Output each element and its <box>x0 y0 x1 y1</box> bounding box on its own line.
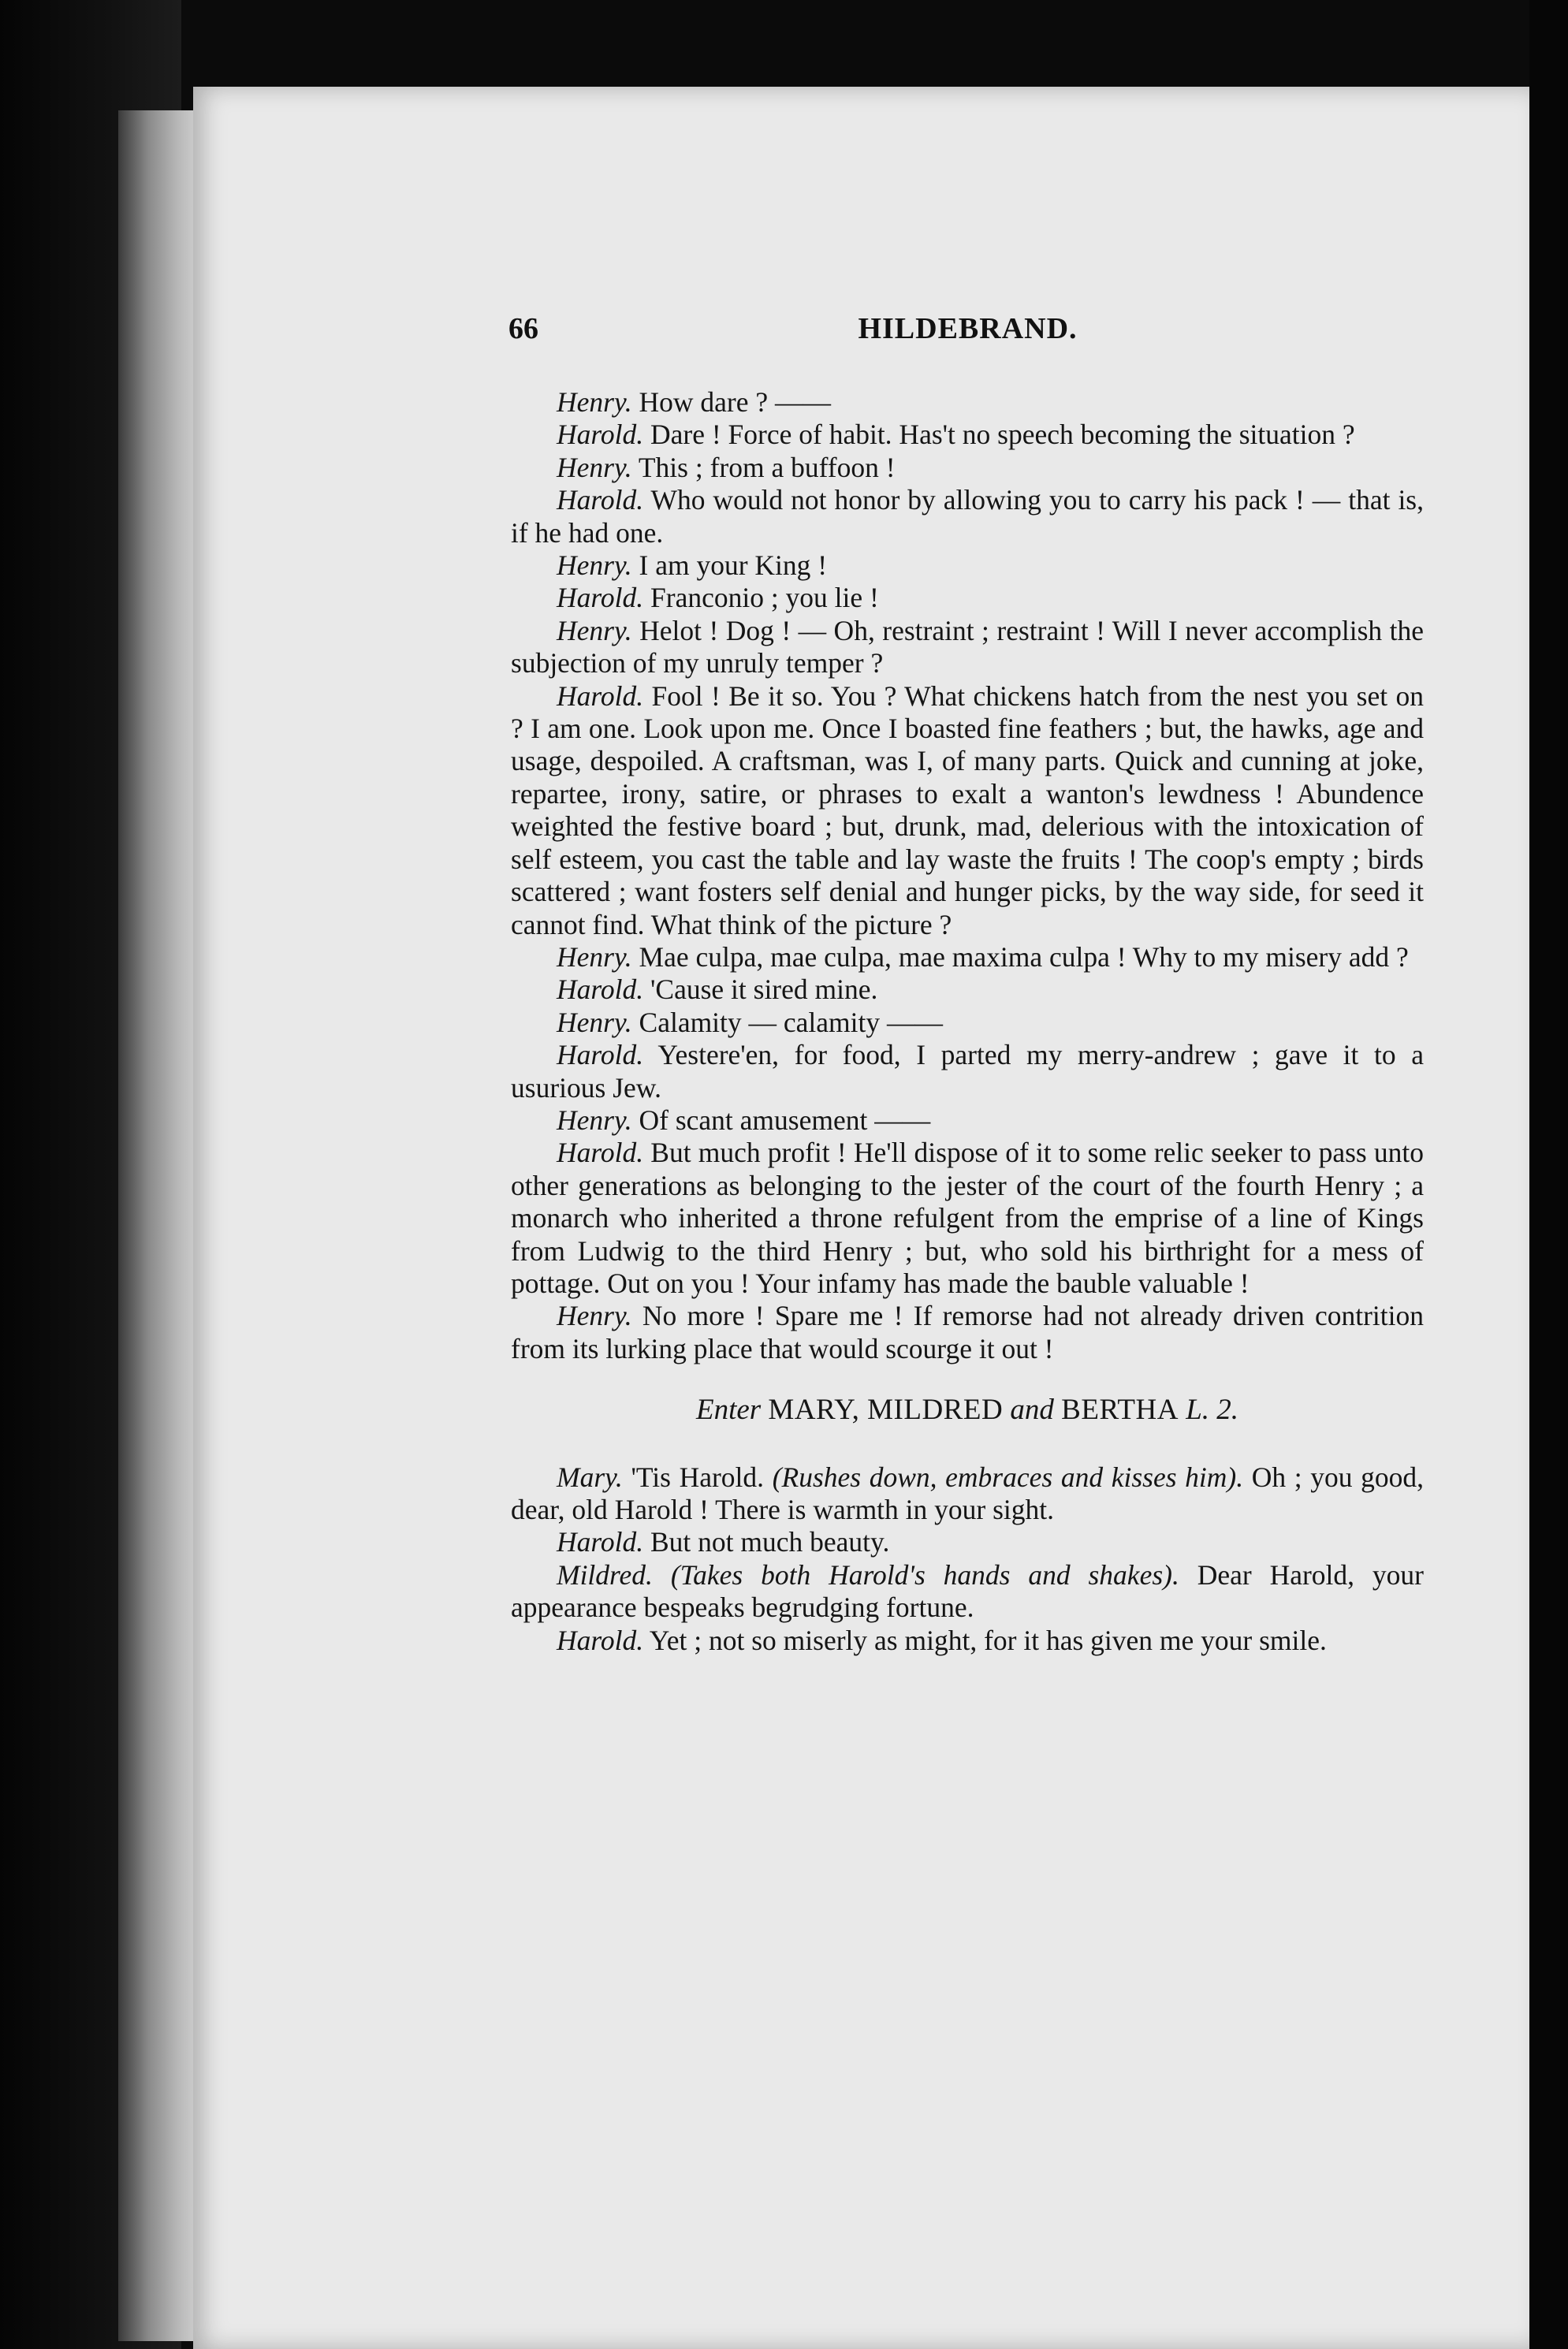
speech-text: But much profit ! He'll dispose of it to some relic seeker to pass unto other generations as belonging to the jester of the court of the fourth Henry ; a monarch who inherited a throne refulgent from the emprise of a line of Kings from Ludwig to the third Henry ; but, who sold his birthright for a mess of pottage. Out on you ! Your infamy has made the bauble valuable ! <box>511 1137 1424 1299</box>
speech-text: Franconio ; you lie ! <box>650 582 879 614</box>
entrance-position: L. 2. <box>1186 1394 1239 1427</box>
speaker-name: Harold. <box>557 484 644 516</box>
speech-text: Yet ; not so miserly as might, for it has given me your smile. <box>649 1624 1327 1656</box>
speech <box>511 941 1424 973</box>
speech <box>511 1104 1424 1137</box>
stage-direction-entrance <box>511 1394 1424 1426</box>
page-number: 66 <box>508 312 538 345</box>
speaker-name: Henry. <box>557 386 632 418</box>
speech <box>511 419 1424 451</box>
speaker-name: Harold. <box>557 582 644 614</box>
speech-text: Mae culpa, mae culpa, mae maxima culpa ! Why to my misery add ? <box>639 940 1409 973</box>
speech-text: But not much beauty. <box>650 1526 890 1558</box>
speaker-name: Harold. <box>557 973 644 1006</box>
speech <box>511 1039 1424 1104</box>
running-head <box>508 311 1427 351</box>
book-spine <box>118 110 205 2341</box>
speech <box>511 386 1424 419</box>
speech-text: Dear Harold, your appearance bespeaks begrudging fortune. <box>511 1558 1425 1624</box>
speaker-name: Henry. <box>557 614 632 646</box>
speaker-name: Harold. <box>557 1526 644 1558</box>
speech-text: Who would not honor by allowing you to carry his pack ! — that is, if he had one. <box>511 484 1424 549</box>
speaker-name: Harold. <box>557 679 644 712</box>
speech <box>511 1526 1424 1558</box>
speech <box>511 1137 1424 1300</box>
speaker-name: Henry. <box>557 549 632 582</box>
speech <box>511 1007 1424 1039</box>
speech <box>511 973 1424 1006</box>
speaker-name: Harold. <box>557 1624 644 1656</box>
speech-text: Yestere'en, for food, I parted my merry-andrew ; gave it to a usurious Jew. <box>511 1039 1424 1104</box>
speech-text: This ; from a buffoon ! <box>638 451 896 483</box>
speech-text: 'Cause it sired mine. <box>650 973 878 1006</box>
speech-text: 'Tis Harold. <box>631 1461 765 1493</box>
speaker-name: Henry. <box>557 1104 632 1136</box>
speaker-name: Harold. <box>557 419 644 451</box>
speech <box>511 452 1424 484</box>
speaker-name: Henry. <box>557 1006 632 1038</box>
speech <box>511 549 1424 582</box>
speech <box>511 1625 1424 1657</box>
speech <box>511 1559 1424 1625</box>
speech <box>511 1461 1424 1527</box>
speech-text: Calamity — calamity —— <box>639 1006 944 1038</box>
speech-text: Dare ! Force of habit. Has't no speech becoming the situation ? <box>650 419 1355 451</box>
speaker-name: Harold. <box>557 1137 644 1169</box>
speaker-name: Henry. <box>557 1300 632 1332</box>
speech-text: Helot ! Dog ! — Oh, restraint ; restraint ! Will I never accomplish the subjection of my unruly temper ? <box>511 614 1425 679</box>
speech-text: How dare ? —— <box>639 386 832 418</box>
speech-text: Of scant amusement —— <box>639 1104 931 1136</box>
entrance-names: MARY, MILDRED <box>768 1394 1004 1427</box>
speech <box>511 1300 1424 1365</box>
speech-text: Oh ; you good, dear, old Harold ! There is warmth in your sight. <box>511 1461 1425 1525</box>
stage-direction: (Rushes down, embraces and kisses him). <box>772 1461 1244 1493</box>
entrance-enter: Enter <box>695 1394 762 1427</box>
speaker-name: Harold. <box>557 1039 644 1071</box>
speaker-name: Henry. <box>557 940 632 973</box>
speech <box>511 615 1424 680</box>
speech <box>511 582 1424 614</box>
speaker-name: Henry. <box>557 451 632 483</box>
speaker-name: Mildred. <box>557 1558 653 1591</box>
speech-text: Fool ! Be it so. You ? What chickens hatch from the nest you set on ? I am one. Look upon me. Once I boasted fine feathers ; but, the hawks, age and usage, despoiled. A craftsman, was I, of many parts. Quick and cunning at joke, repartee, irony, satire, or phrases to exalt a wanton's lewdness ! Abundence weighted the festive board ; but, drunk, mad, delerious with the intoxication of self esteem, you cast the table and lay waste the fruits ! The coop's empty ; birds scattered ; want fosters self denial and hunger picks, by the way side, for seed it cannot find. What think of the picture ? <box>511 679 1425 940</box>
speaker-name: Mary. <box>557 1461 623 1493</box>
play-text <box>511 386 1424 1657</box>
speech <box>511 680 1424 941</box>
speech-text: I am your King ! <box>639 549 828 582</box>
stage-direction: (Takes both Harold's hands and shakes). <box>670 1558 1179 1591</box>
speech-text: No more ! Spare me ! If remorse had not already driven contrition from its lurking place that would scourge it out ! <box>511 1300 1424 1364</box>
speech <box>511 484 1424 549</box>
entrance-and: and <box>1010 1394 1054 1427</box>
scan-background-right <box>1529 0 1568 2349</box>
entrance-last-name: BERTHA <box>1061 1394 1179 1427</box>
page-title: HILDEBRAND. <box>858 312 1078 345</box>
